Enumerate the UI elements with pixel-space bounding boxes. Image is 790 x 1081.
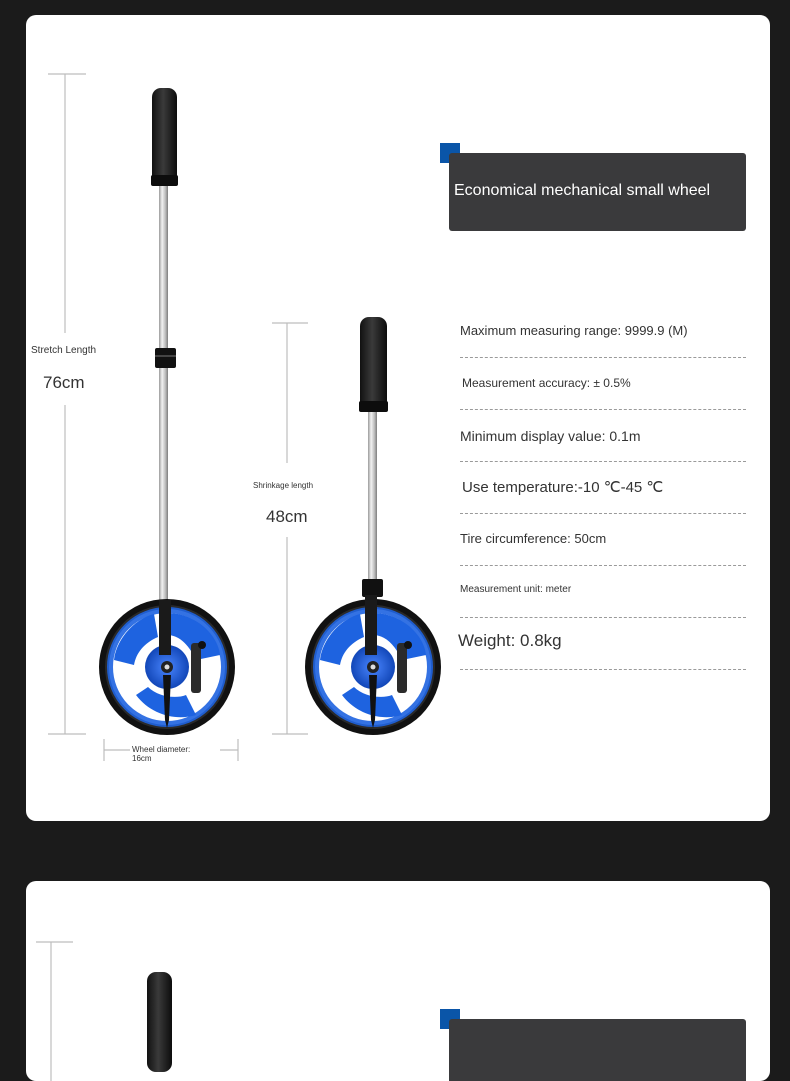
- spec-max-range: Maximum measuring range: 9999.9 (M): [460, 323, 688, 338]
- product-card: [26, 15, 770, 821]
- product-card-second: [26, 881, 770, 1081]
- spec-row: [460, 618, 746, 670]
- spec-row: [460, 514, 746, 566]
- title-banner-second: [449, 1019, 746, 1081]
- spec-temperature: Use temperature:-10 ℃-45 ℃: [462, 479, 664, 496]
- stretch-length-value: 76cm: [43, 373, 85, 392]
- shrinkage-length-value: 48cm: [266, 507, 308, 526]
- product-title: Economical mechanical small wheel: [454, 182, 711, 199]
- spec-row: [460, 462, 746, 514]
- spec-tire-circumference: Tire circumference: 50cm: [460, 531, 607, 546]
- wheel-diameter-value: 16cm: [132, 754, 152, 763]
- shrinkage-length-label: Shrinkage length: [253, 481, 314, 490]
- wheel-diameter-label-text: Wheel diameter:: [132, 745, 191, 754]
- stretch-length-label: Stretch Length: [31, 345, 97, 356]
- spec-accuracy: Measurement accuracy: ± 0.5%: [462, 376, 631, 390]
- spec-row: [460, 410, 746, 462]
- spec-row: [460, 306, 746, 358]
- spec-min-display: Minimum display value: 0.1m: [460, 428, 641, 444]
- spec-row: [460, 566, 746, 618]
- spec-row: [460, 358, 746, 410]
- spec-weight: Weight: 0.8kg: [458, 631, 562, 650]
- spec-unit: Measurement unit: meter: [460, 584, 572, 595]
